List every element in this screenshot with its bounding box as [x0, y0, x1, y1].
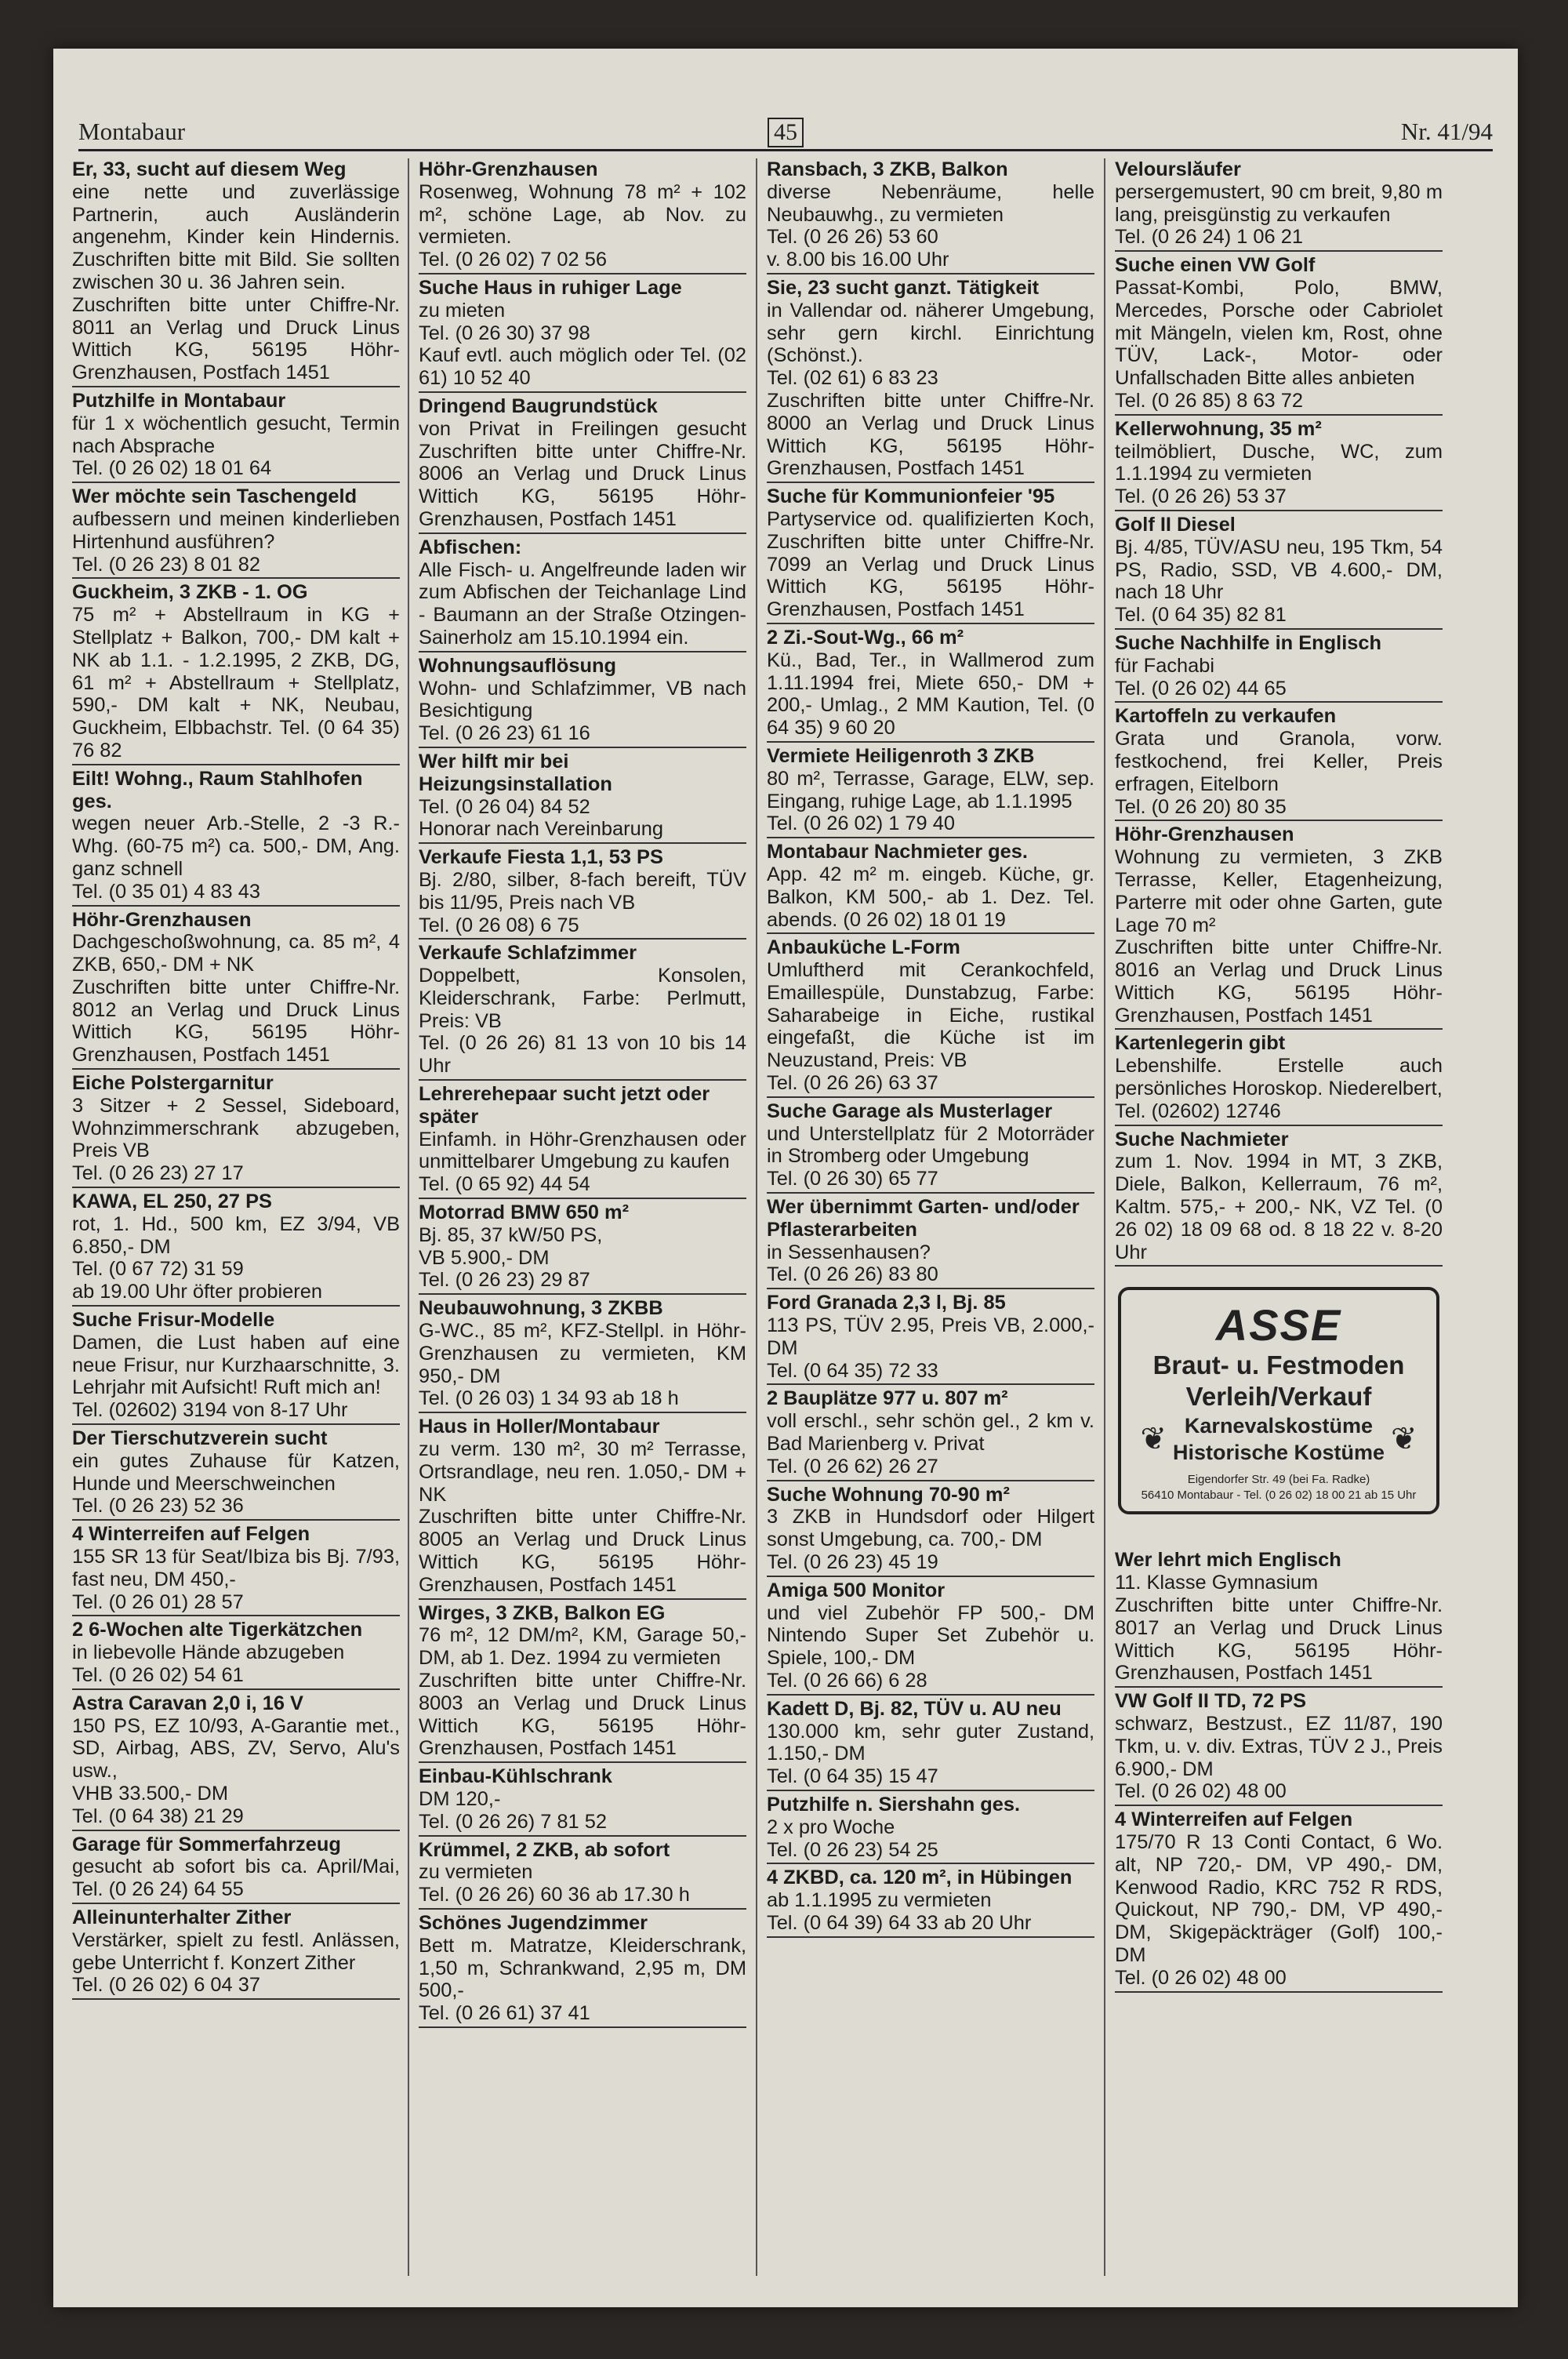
classified-ad: [72, 768, 400, 907]
ad-heading: Höhr-Grenzhausen: [419, 158, 598, 180]
ad-heading: Alleinunterhalter Zither: [72, 1906, 292, 1928]
ad-body: Damen, die Lust haben auf eine neue Frisur, nur Kurzhaarschnitte, 3. Lehrjahr mit Aufsicht! Ruft mich an! Tel. (02602) 3194 von 8-17 Uhr: [72, 1331, 400, 1422]
ad-body: aufbessern und meinen kinderlieben Hirtenhund ausführen? Tel. (0 26 23) 8 01 82: [72, 507, 400, 576]
ad-heading: Einbau-Kühlschrank: [419, 1765, 612, 1788]
ad-heading: Haus in Holler/Montabaur: [419, 1416, 660, 1438]
classified-ad: [419, 395, 746, 534]
classified-ad: [767, 1196, 1094, 1289]
classified-ad: [419, 846, 746, 940]
ad-body: schwarz, Bestzust., EZ 11/87, 190 Tkm, u. v. div. Extras, TÜV 2 J., Preis 6.900,- DM Tel. (0 26 02) 48 00: [1115, 1713, 1443, 1803]
classified-ad: [419, 536, 746, 652]
ad-body: 3 Sitzer + 2 Sessel, Sideboard, Wohnzimmerschrank abzugeben, Preis VB Tel. (0 26 23) 27 17: [72, 1094, 400, 1185]
ad-body: in liebevolle Hände abzugeben Tel. (0 26 02) 54 61: [72, 1641, 345, 1686]
ad-heading: 2 Zi.-Sout-Wg., 66 m²: [767, 626, 964, 649]
classified-ad: [72, 1834, 400, 1904]
ad-costume-row: [1129, 1412, 1428, 1466]
classified-ad: [767, 485, 1094, 624]
ad-heading: Suche Nachmieter: [1115, 1128, 1289, 1150]
ad-body: 130.000 km, sehr guter Zustand, 1.150,- DM Tel. (0 64 35) 15 47: [767, 1720, 1094, 1788]
ad-body: persergemustert, 90 cm breit, 9,80 m lang, preisgünstig zu verkaufen Tel. (0 26 24) 1 06 21: [1115, 180, 1443, 249]
ad-body: Wohn- und Schlafzimmer, VB nach Besichtigung Tel. (0 26 23) 61 16: [419, 677, 746, 745]
classified-ad: [419, 942, 746, 1081]
ad-body: Grata und Granola, vorw. festkochend, frei Keller, Preis erfragen, Eitelborn Tel. (0 26 20) 80 35: [1115, 728, 1443, 818]
ad-heading: Ransbach, 3 ZKB, Balkon: [767, 158, 1008, 180]
classified-ad: [419, 1201, 746, 1295]
ad-body: zu verm. 130 m², 30 m² Terrasse, Ortsrandlage, neu ren. 1.050,- DM + NK Zuschriften bitte unter Chiffre-Nr. 8005 an Verlag und Druck Linus Wittich KG, 56195 Höhr-Grenzhausen, Postfach 1451: [419, 1438, 746, 1596]
classified-ad: [72, 1190, 400, 1307]
ad-heading: 4 Winterreifen auf Felgen: [1115, 1808, 1353, 1831]
classified-column-3: [767, 158, 1094, 2276]
ad-address: Eigendorfer Str. 49 (bei Fa. Radke): [1187, 1473, 1370, 1487]
classified-column-1: [72, 158, 400, 2276]
ad-body: 3 ZKB in Hundsdorf oder Hilgert sonst Umgebung, ca. 700,- DM Tel. (0 26 23) 45 19: [767, 1506, 1094, 1574]
classified-group-top: [1115, 158, 1443, 1267]
ad-heading: Verkaufe Schlafzimmer: [419, 942, 637, 965]
ad-body: zu mieten Tel. (0 26 30) 37 98 Kauf evtl. auch möglich oder Tel. (02 61) 10 52 40: [419, 299, 746, 390]
ad-heading: Suche Wohnung 70-90 m²: [767, 1483, 1010, 1506]
classified-column-4: [1115, 158, 1443, 2276]
ad-heading: Krümmel, 2 ZKB, ab sofort: [419, 1838, 670, 1861]
ad-body: für Fachabi Tel. (0 26 02) 44 65: [1115, 654, 1287, 700]
ad-heading: Schönes Jugendzimmer: [419, 1911, 648, 1934]
ad-body: für 1 x wöchentlich gesucht, Termin nach Absprache Tel. (0 26 02) 18 01 64: [72, 412, 400, 480]
ad-body: Partyservice od. qualifizierten Koch, Zuschriften bitte unter Chiffre-Nr. 7099 an Verlag und Druck Linus Wittich KG, 56195 Höhr-Grenzhausen, Postfach 1451: [767, 507, 1094, 621]
classified-ad: [72, 1427, 400, 1521]
classified-ad: [72, 1619, 400, 1689]
classified-ad: [419, 1765, 746, 1836]
column-divider: [756, 158, 757, 2276]
ad-heading: Kadett D, Bj. 82, TÜV u. AU neu: [767, 1697, 1062, 1720]
classified-ad: [72, 158, 400, 387]
classified-ad: [767, 627, 1094, 743]
classified-ad: [767, 158, 1094, 274]
ad-body: Bj. 4/85, TÜV/ASU neu, 195 Tkm, 54 PS, Radio, SSD, VB 4.600,- DM, nach 18 Uhr Tel. (0 64 35) 82 81: [1115, 536, 1443, 627]
ad-body: zu vermieten Tel. (0 26 26) 60 36 ab 17.30 h: [419, 1861, 690, 1906]
ad-heading: 2 6-Wochen alte Tigerkätzchen: [72, 1619, 363, 1641]
ad-heading: Kellerwohnung, 35 m²: [1115, 417, 1322, 440]
ad-heading: Abfischen:: [419, 536, 522, 558]
ad-body: Bj. 85, 37 kW/50 PS, VB 5.900,- DM Tel. (0 26 23) 29 87: [419, 1223, 603, 1292]
ad-body: ab 1.1.1995 zu vermieten Tel. (0 64 39) 64 33 ab 20 Uhr: [767, 1889, 1032, 1934]
classified-ad: [767, 1579, 1094, 1696]
classified-ad: [1115, 1690, 1443, 1806]
ad-body: App. 42 m² m. eingeb. Küche, gr. Balkon, KM 500,- ab 1. Dez. Tel. abends. (0 26 02) 18 01 19: [767, 863, 1094, 931]
classified-ad: [767, 841, 1094, 934]
classified-ad: [767, 1698, 1094, 1791]
classified-ad: [767, 745, 1094, 838]
ad-heading: Lehrerehepaar sucht jetzt oder später: [419, 1083, 710, 1128]
ad-heading: Amiga 500 Monitor: [767, 1579, 946, 1601]
ad-heading: Eiche Polstergarnitur: [72, 1072, 274, 1095]
classified-ad: [72, 1906, 400, 2000]
asse-display-ad: [1118, 1287, 1439, 1514]
classified-ad: [419, 1839, 746, 1910]
ad-heading: Der Tierschutzverein sucht: [72, 1427, 328, 1450]
classified-ad: [419, 1083, 746, 1199]
classified-ad: [767, 1794, 1094, 1864]
ad-body: rot, 1. Hd., 500 km, EZ 3/94, VB 6.850,- DM Tel. (0 67 72) 31 59 ab 19.00 Uhr öfter probieren: [72, 1212, 400, 1303]
ad-heading: Guckheim, 3 ZKB - 1. OG: [72, 581, 308, 604]
classified-ad: [419, 1602, 746, 1764]
classified-ad: [72, 1523, 400, 1616]
classified-ad: [767, 1292, 1094, 1385]
column-divider: [408, 158, 409, 2276]
ad-heading: Golf II Diesel: [1115, 513, 1236, 536]
ad-contact: 56410 Montabaur - Tel. (0 26 02) 18 00 21 ab 15 Uhr: [1141, 1488, 1417, 1503]
ad-heading: Suche Haus in ruhiger Lage: [419, 276, 682, 299]
ad-heading: 4 ZKBD, ca. 120 m², in Hübingen: [767, 1866, 1073, 1889]
classified-ad: [72, 1692, 400, 1831]
classified-ad: [72, 390, 400, 483]
ad-body: und Unterstellplatz für 2 Motorräder in Stromberg oder Umgebung Tel. (0 26 30) 65 77: [767, 1122, 1094, 1190]
classified-ad: [1115, 514, 1443, 630]
ad-body: 11. Klasse Gymnasium Zuschriften bitte unter Chiffre-Nr. 8017 an Verlag und Druck Linus Wittich KG, 56195 Höhr-Grenzhausen, Postfach 1451: [1115, 1572, 1443, 1685]
classified-ad: [419, 655, 746, 748]
classified-ad: [1115, 705, 1443, 821]
ad-body: 75 m² + Abstellraum in KG + Stellplatz + Balkon, 700,- DM kalt + NK ab 1.1. - 1.2.1995, 2 ZKB, DG, 61 m² + Abstellraum + Stellplatz, 590,- DM kalt + NK, Neubau, Guckheim, Elbbachstr. Tel. (0 64 35) 76 82: [72, 604, 400, 761]
newspaper-page: [53, 49, 1518, 2307]
rose-icon: ❦: [1140, 1422, 1167, 1457]
ad-line-3: Karnevalskostüme: [1184, 1414, 1374, 1438]
classified-ad: [1115, 1549, 1443, 1688]
ad-body: wegen neuer Arb.-Stelle, 2 -3 R.-Whg. (60-75 m²) ca. 500,- DM, Ang. ganz schnell Tel. (0 35 01) 4 83 43: [72, 812, 400, 903]
classified-ad: [72, 1309, 400, 1425]
ad-body: Kü., Bad, Ter., in Wallmerod zum 1.11.1994 frei, Miete 650,- DM + 200,- Umlag., 2 MM Kaution, Tel. (0 64 35) 9 60 20: [767, 649, 1094, 740]
ad-body: DM 120,- Tel. (0 26 26) 7 81 52: [419, 1787, 607, 1833]
ad-body: Einfamh. in Höhr-Grenzhausen oder unmittelbarer Umgebung zu kaufen Tel. (0 65 92) 44 54: [419, 1128, 746, 1196]
ad-body: voll erschl., sehr schön gel., 2 km v. Bad Marienberg v. Privat Tel. (0 26 62) 26 27: [767, 1410, 1094, 1478]
ad-heading: Neubauwohnung, 3 ZKBB: [419, 1297, 663, 1320]
header-town: Montabaur: [78, 118, 186, 145]
classified-ad: [419, 1297, 746, 1413]
ad-heading: Suche Nachhilfe in Englisch: [1115, 631, 1382, 654]
classified-ad: [72, 909, 400, 1070]
ad-body: Dachgeschoßwohnung, ca. 85 m², 4 ZKB, 650,- DM + NK Zuschriften bitte unter Chiffre-Nr. 8012 an Verlag und Druck Linus Wittich KG, 56195 Höhr-Grenzhausen, Postfach 1451: [72, 931, 400, 1067]
classified-ad: [419, 751, 746, 844]
ad-heading: Kartenlegerin gibt: [1115, 1032, 1286, 1055]
ad-heading: Montabaur Nachmieter ges.: [767, 841, 1028, 863]
classified-ad: [419, 1416, 746, 1599]
ad-heading: Höhr-Grenzhausen: [72, 908, 252, 931]
ad-body: Bett m. Matratze, Kleiderschrank, 1,50 m, Schrankwand, 2,95 m, DM 500,- Tel. (0 26 61) 37 41: [419, 1934, 746, 2025]
ad-body: 113 PS, TÜV 2.95, Preis VB, 2.000,- DM Tel. (0 64 35) 72 33: [767, 1314, 1094, 1382]
classified-ad: [419, 1912, 746, 2028]
page-number: 45: [768, 118, 804, 147]
classified-ad: [1115, 158, 1443, 252]
ad-heading: Ford Granada 2,3 l, Bj. 85: [767, 1292, 1006, 1314]
ad-body: ein gutes Zuhause für Katzen, Hunde und Meerschweinchen Tel. (0 26 23) 52 36: [72, 1449, 400, 1518]
ad-body: Verstärker, spielt zu festl. Anlässen, gebe Unterricht f. Konzert Zither Tel. (0 26 02) 6 04 37: [72, 1928, 400, 1997]
ad-heading: Garage für Sommerfahrzeug: [72, 1833, 341, 1856]
ad-body: Umluftherd mit Cerankochfeld, Emaillespüle, Dunstabzug, Farbe: Saharabeige in Eiche, rustikal eingefaßt, die Küche ist im Neuzustand, Preis: VB Tel. (0 26 26) 63 37: [767, 959, 1094, 1095]
ad-body: teilmöbliert, Dusche, WC, zum 1.1.1994 zu vermieten Tel. (0 26 26) 53 37: [1115, 440, 1443, 508]
rose-icon: ❦: [1391, 1422, 1417, 1457]
ad-heading: Eilt! Wohng., Raum Stahlhofen ges.: [72, 767, 363, 812]
classified-ad: [767, 277, 1094, 483]
ad-body: Passat-Kombi, Polo, BMW, Mercedes, Porsche oder Cabriolet mit Mängeln, vielen km, Rost, ohne TÜV, Lack-, Motor- oder Unfallschaden Bitte alles anbieten Tel. (0 26 85) 8 63 72: [1115, 276, 1443, 412]
classified-ad: [1115, 1129, 1443, 1267]
ad-heading: Motorrad BMW 650 m²: [419, 1201, 630, 1224]
ad-heading: Er, 33, sucht auf diesem Weg: [72, 158, 347, 180]
ad-heading: Wirges, 3 ZKB, Balkon EG: [419, 1601, 666, 1624]
page-header: [78, 105, 1493, 151]
ad-heading: Suche Garage als Musterlager: [767, 1100, 1053, 1122]
ad-heading: Astra Caravan 2,0 i, 16 V: [72, 1692, 303, 1714]
ad-body: Rosenweg, Wohnung 78 m² + 102 m², schöne Lage, ab Nov. zu vermieten. Tel. (0 26 02) 7 02 56: [419, 180, 746, 271]
classified-ad: [1115, 418, 1443, 511]
ad-heading: Putzhilfe in Montabaur: [72, 389, 286, 412]
ad-body: Wohnung zu vermieten, 3 ZKB Terrasse, Keller, Etagenheizung, Parterre mit oder ohne Garten, gute Lage 70 m² Zuschriften bitte unter Chiffre-Nr. 8016 an Verlag und Druck Linus Wittich KG, 56195 Höhr-Grenzhausen, Postfach 1451: [1115, 846, 1443, 1027]
classified-ad: [1115, 632, 1443, 703]
ad-heading: KAWA, EL 250, 27 PS: [72, 1190, 272, 1213]
classified-ad: [767, 1100, 1094, 1194]
issue-number: Nr. 41/94: [1400, 118, 1493, 145]
ad-body: Tel. (0 26 04) 84 52 Honorar nach Vereinbarung: [419, 795, 663, 841]
classified-ad: [767, 1484, 1094, 1577]
ad-heading: Suche Frisur-Modelle: [72, 1309, 275, 1332]
classified-ad: [1115, 254, 1443, 416]
ad-body: in Sessenhausen? Tel. (0 26 26) 83 80: [767, 1241, 938, 1286]
ad-heading: Höhr-Grenzhausen: [1115, 823, 1294, 846]
ad-body: eine nette und zuverlässige Partnerin, auch Ausländerin angenehm, Kinder kein Hindernis. Zuschriften bitte mit Bild. Sie sollten zwischen 30 u. 36 Jahren sein. Zuschriften bitte unter Chiffre-Nr. 8011 an Verlag und Druck Linus Wittich KG, 56195 Höhr-Grenzhausen, Postfach 1451: [72, 180, 400, 384]
ad-line-2: Verleih/Verkauf: [1185, 1382, 1372, 1412]
ad-heading: Anbauküche L-Form: [767, 936, 960, 959]
column-divider: [1104, 158, 1105, 2276]
ad-heading: Sie, 23 sucht ganzt. Tätigkeit: [767, 276, 1040, 299]
ad-heading: Suche einen VW Golf: [1115, 254, 1316, 277]
ad-body: Doppelbett, Konsolen, Kleiderschrank, Farbe: Perlmutt, Preis: VB Tel. (0 26 26) 81 13 von 10 bis 14 Uhr: [419, 965, 746, 1078]
ad-heading: Verkaufe Fiesta 1,1, 53 PS: [419, 846, 663, 869]
classified-ad: [419, 158, 746, 274]
ad-body: Alle Fisch- u. Angelfreunde laden wir zum Abfischen der Teichanlage Lind - Baumann an der Straße Otzingen-Sainerholz am 15.10.1994 ein.: [419, 558, 746, 649]
classified-ad: [72, 485, 400, 579]
ad-heading: VW Golf II TD, 72 PS: [1115, 1690, 1307, 1713]
ad-body: 76 m², 12 DM/m², KM, Garage 50,- DM, ab 1. Dez. 1994 zu vermieten Zuschriften bitte unter Chiffre-Nr. 8003 an Verlag und Druck Linus Wittich KG, 56195 Höhr-Grenzhausen, Postfach 1451: [419, 1624, 746, 1760]
ad-heading: Dringend Baugrundstück: [419, 394, 658, 417]
ad-body: Bj. 2/80, silber, 8-fach bereift, TÜV bis 11/95, Preis nach VB Tel. (0 26 08) 6 75: [419, 868, 746, 936]
classified-ad: [419, 277, 746, 393]
ad-body: 175/70 R 13 Conti Contact, 6 Wo. alt, NP 720,- DM, VP 490,- DM, Kenwood Radio, KRC 752 R RDS, Quickout, NP 790,- DM, VP 490,- DM, Skigepäckträger (Golf) 100,- DM Tel. (0 26 02) 48 00: [1115, 1831, 1443, 1989]
classified-ad: [72, 581, 400, 765]
classified-ad: [767, 936, 1094, 1098]
classified-group-bottom: [1115, 1549, 1443, 1992]
ad-heading: Wer übernimmt Garten- und/oder Pflasterarbeiten: [767, 1196, 1080, 1241]
ad-brand: ASSE: [1215, 1300, 1342, 1350]
ad-body: diverse Nebenräume, helle Neubauwhg., zu vermieten Tel. (0 26 26) 53 60 v. 8.00 bis 16.00 Uhr: [767, 180, 1094, 271]
ad-heading: Vermiete Heiligenroth 3 ZKB: [767, 744, 1035, 767]
ad-heading: Putzhilfe n. Siershahn ges.: [767, 1793, 1021, 1816]
ad-heading: Wer möchte sein Taschengeld: [72, 485, 358, 508]
ad-line-1: Braut- u. Festmoden: [1152, 1350, 1405, 1380]
ad-body: 2 x pro Woche Tel. (0 26 23) 54 25: [767, 1816, 938, 1861]
ad-body: und viel Zubehör FP 500,- DM Nintendo Super Set Zubehör u. Spiele, 100,- DM Tel. (0 26 66) 6 28: [767, 1601, 1094, 1692]
ad-body: gesucht ab sofort bis ca. April/Mai, Tel. (0 26 24) 64 55: [72, 1856, 400, 1901]
classified-ad: [1115, 823, 1443, 1030]
classified-column-2: [419, 158, 746, 2276]
ad-heading: Kartoffeln zu verkaufen: [1115, 705, 1337, 728]
ad-heading: Wer lehrt mich Englisch: [1115, 1549, 1341, 1572]
ad-heading: 2 Bauplätze 977 u. 807 m²: [767, 1387, 1008, 1410]
ad-body: von Privat in Freilingen gesucht Zuschriften bitte unter Chiffre-Nr. 8006 an Verlag und Druck Linus Wittich KG, 56195 Höhr-Grenzhausen, Postfach 1451: [419, 417, 746, 530]
ad-heading: 4 Winterreifen auf Felgen: [72, 1523, 310, 1546]
ad-heading: Wohnungsauflösung: [419, 654, 616, 677]
ad-heading: Suche für Kommunionfeier '95: [767, 485, 1055, 508]
classified-ad: [1115, 1032, 1443, 1125]
classified-ad: [767, 1387, 1094, 1481]
classified-ad: [72, 1072, 400, 1188]
ad-body: 155 SR 13 für Seat/Ibiza bis Bj. 7/93, fast neu, DM 450,- Tel. (0 26 01) 28 57: [72, 1546, 400, 1613]
ad-line-4: Historische Kostüme: [1172, 1441, 1385, 1465]
ad-body: zum 1. Nov. 1994 in MT, 3 ZKB, Diele, Balkon, Kellerraum, 76 m², Kaltm. 575,- + 200,- NK, VZ Tel. (0 26 02) 18 09 68 od. 8 18 22 v. 8-20 Uhr: [1115, 1150, 1443, 1263]
classified-ad: [767, 1866, 1094, 1937]
ad-heading: Velourslăufer: [1115, 158, 1241, 180]
classified-ad: [1115, 1808, 1443, 1992]
ad-heading: Wer hilft mir bei Heizungsinstallation: [419, 750, 612, 795]
ad-body: 80 m², Terrasse, Garage, ELW, sep. Eingang, ruhige Lage, ab 1.1.1995 Tel. (0 26 02) 1 79 40: [767, 767, 1094, 835]
ad-body: Lebenshilfe. Erstelle auch persönliches Horoskop. Niederelbert, Tel. (02602) 12746: [1115, 1055, 1443, 1122]
ad-body: 150 PS, EZ 10/93, A-Garantie met., SD, Airbag, ABS, ZV, Servo, Alu's usw., VHB 33.500,- DM Tel. (0 64 38) 21 29: [72, 1714, 400, 1827]
ad-body: in Vallendar od. näherer Umgebung, sehr gern kirchl. Einrichtung (Schönst.). Tel. (02 61) 6 83 23 Zuschriften bitte unter Chiffre-Nr. 8000 an Verlag und Druck Linus Wittich KG, 56195 Höhr-Grenzhausen, Postfach 1451: [767, 299, 1094, 480]
ad-body: G-WC., 85 m², KFZ-Stellpl. in Höhr-Grenzhausen zu vermieten, KM 950,- DM Tel. (0 26 03) 1 34 93 ab 18 h: [419, 1320, 746, 1410]
